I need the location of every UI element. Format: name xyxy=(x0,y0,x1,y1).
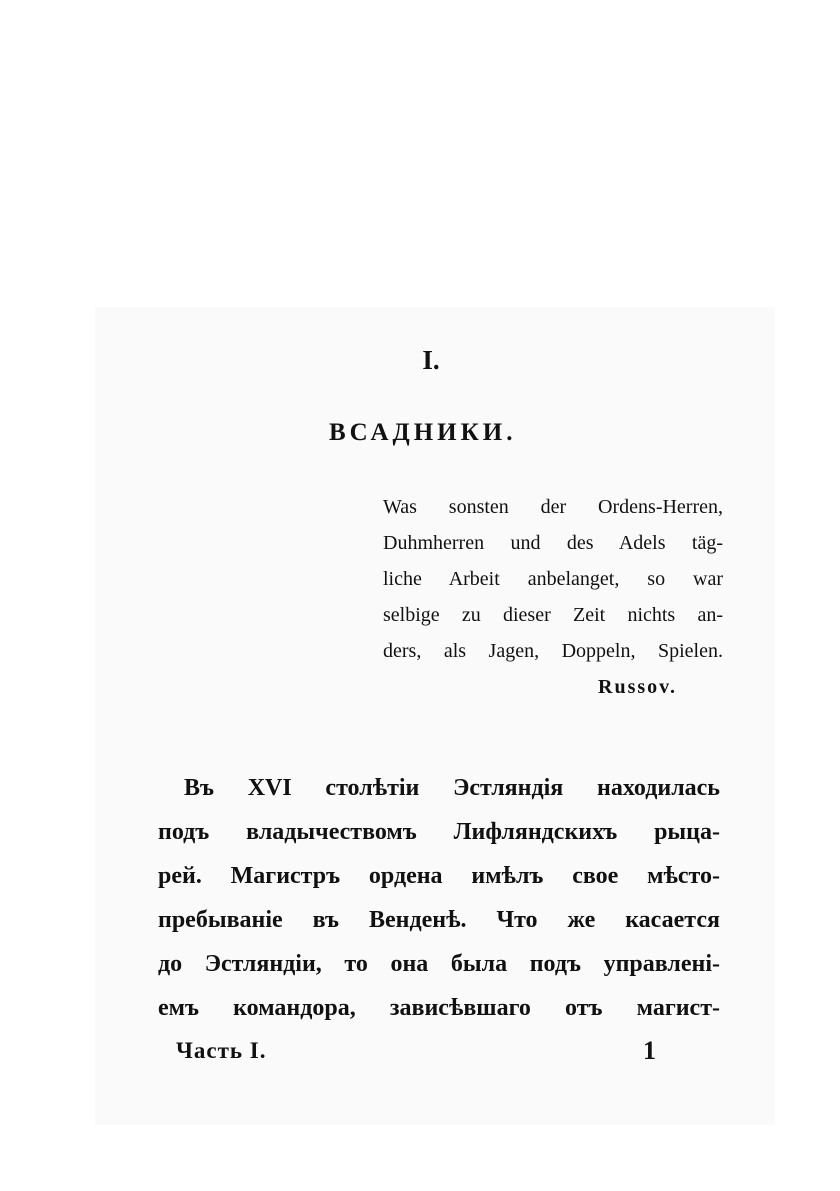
body-line: рей. Магистръ ордена имѣлъ свое мѣсто- xyxy=(158,863,720,889)
body-line: Въ XVI столѣтіи Эстляндія находилась xyxy=(184,775,720,801)
part-label: Часть I. xyxy=(176,1038,267,1063)
chapter-number: I. xyxy=(422,345,440,375)
epigraph xyxy=(383,489,723,669)
body-text xyxy=(158,766,720,1030)
page-footer xyxy=(176,1034,656,1074)
body-line: емъ командора, зависѣвшаго отъ магист- xyxy=(158,995,720,1021)
body-line: подъ владычествомъ Лифляндскихъ рыца- xyxy=(158,819,720,845)
epigraph-line: ders, als Jagen, Doppeln, Spielen. xyxy=(383,640,723,662)
epigraph-line: selbige zu dieser Zeit nichts an- xyxy=(383,604,723,626)
signature-mark: 1 xyxy=(643,1036,656,1065)
chapter-title: ВСАДНИКИ. xyxy=(329,419,517,446)
epigraph-source: Russov. xyxy=(598,676,678,698)
epigraph-line: liche Arbeit anbelanget, so war xyxy=(383,568,723,590)
body-line: до Эстляндіи, то она была подъ управлені- xyxy=(158,951,720,977)
epigraph-line: Was sonsten der Ordens-Herren, xyxy=(383,496,723,518)
body-line: пребываніе въ Венденѣ. Что же касается xyxy=(158,907,720,933)
epigraph-line: Duhmherren und des Adels täg- xyxy=(383,532,723,554)
